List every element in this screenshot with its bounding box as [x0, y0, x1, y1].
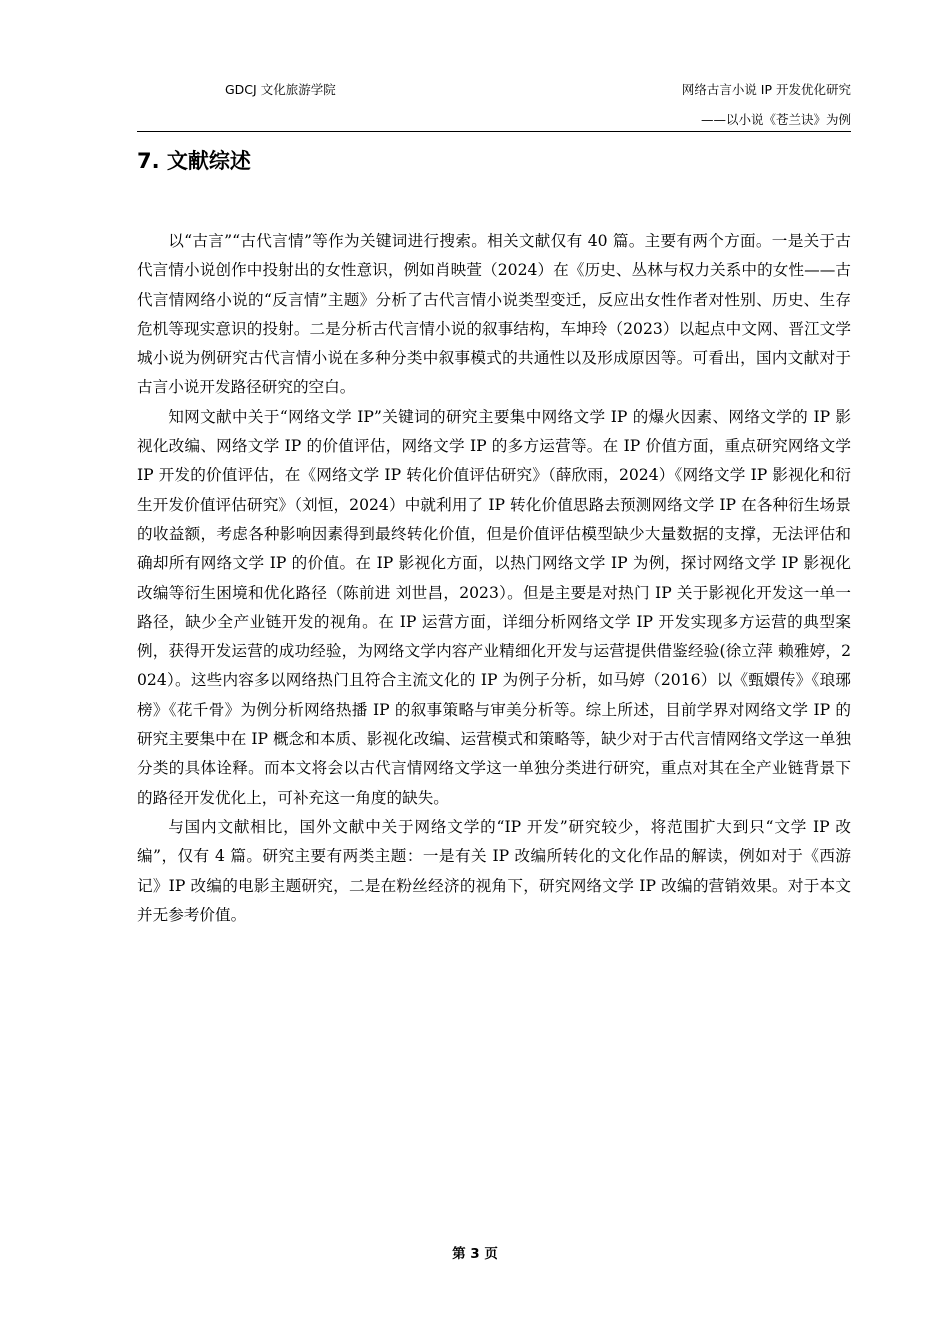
- header-thesis-title: 网络古言小说 IP 开发优化研究: [681, 82, 851, 97]
- paragraph-network-literature-ip: 知网文献中关于“网络文学 IP”关键词的研究主要集中网络文学 IP 的爆火因素、网络文学的 IP 影视化改编、网络文学 IP 的价值评估，网络文学 IP 的多方运营等。在 IP 价值方面，重点研究网络文学 IP 开发的价值评估，在《网络文学 IP 转化价值评估研究》（薛欣雨，2024）《网络文学 IP 影视化和衍生开发价值评估研究》（刘恒，2024）中就利用了 IP 转化价值思路去预测网络文学 IP 在各种衍生场景的收益额，考虑各种影响因素得到最终转化价值，但是价值评估模型缺少大量数据的支撑，无法评估和确却所有网络文学 IP 的价值。在 IP 影视化方面，以热门网络文学 IP 为例，探讨网络文学 IP 影视化改编等衍生困境和优化路径（陈前进 刘世昌，2023）。但是主要是对热门 IP 关于影视化开发这一单一路径，缺少全产业链开发的视角。在 IP 运营方面，详细分析网络文学 IP 开发实现多方运营的典型案例，获得开发运营的成功经验，为网络文学内容产业精细化开发与运营提供借鉴经验(徐立萍 赖雅婷，2024）。这些内容多以网络热门且符合主流文化的 IP 为例子分析，如马婷（2016）以《甄嬛传》《琅琊榜》《花千骨》为例分析网络热播 IP 的叙事策略与审美分析等。综上所述，目前学界对网络文学 IP 的研究主要集中在 IP 概念和本质、影视化改编、运营模式和策略等，缺少对于古代言情网络文学这一单独分类的具体诠释。而本文将会以古代言情网络文学这一单独分类进行研究，重点对其在全产业链背景下的路径开发优化上，可补充这一角度的缺失。: [137, 407, 851, 807]
- paragraph-foreign-literature: 与国内文献相比，国外文献中关于网络文学的“IP 开发”研究较少，将范围扩大到只“文学 IP 改编”，仅有 4 篇。研究主要有两类主题：一是有关 IP 改编所转化的文化作品的解读，例如对于《西游记》IP 改编的电影主题研究，二是在粉丝经济的视角下，研究网络文学 IP 改编的营销效果。对于本文并无参考价值。: [137, 817, 851, 924]
- section-heading: 7. 文献综述: [137, 149, 251, 173]
- body-text: [137, 227, 851, 930]
- page-number: 第 3 页: [452, 1246, 498, 1262]
- header-institution: GDCJ 文化旅游学院: [225, 82, 336, 97]
- page-header: [137, 78, 851, 132]
- paragraph-domestic-ancient-romance: 以“古言”“古代言情”等作为关键词进行搜索。相关文献仅有 40 篇。主要有两个方面。一是关于古代言情小说创作中投射出的女性意识，例如肖映萱（2024）在《历史、丛林与权力关系中的女性——古代言情网络小说的“反言情”主题》分析了古代言情小说类型变迁，反应出女性作者对性别、历史、生存危机等现实意识的投射。二是分析古代言情小说的叙事结构，车坤玲（2023）以起点中文网、晋江文学城小说为例研究古代言情小说在多种分类中叙事模式的共通性以及形成原因等。可看出，国内文献对于古言小说开发路径研究的空白。: [137, 232, 851, 397]
- header-thesis-subtitle: ——以小说《苍兰诀》为例: [700, 112, 851, 127]
- header-divider: [137, 131, 851, 132]
